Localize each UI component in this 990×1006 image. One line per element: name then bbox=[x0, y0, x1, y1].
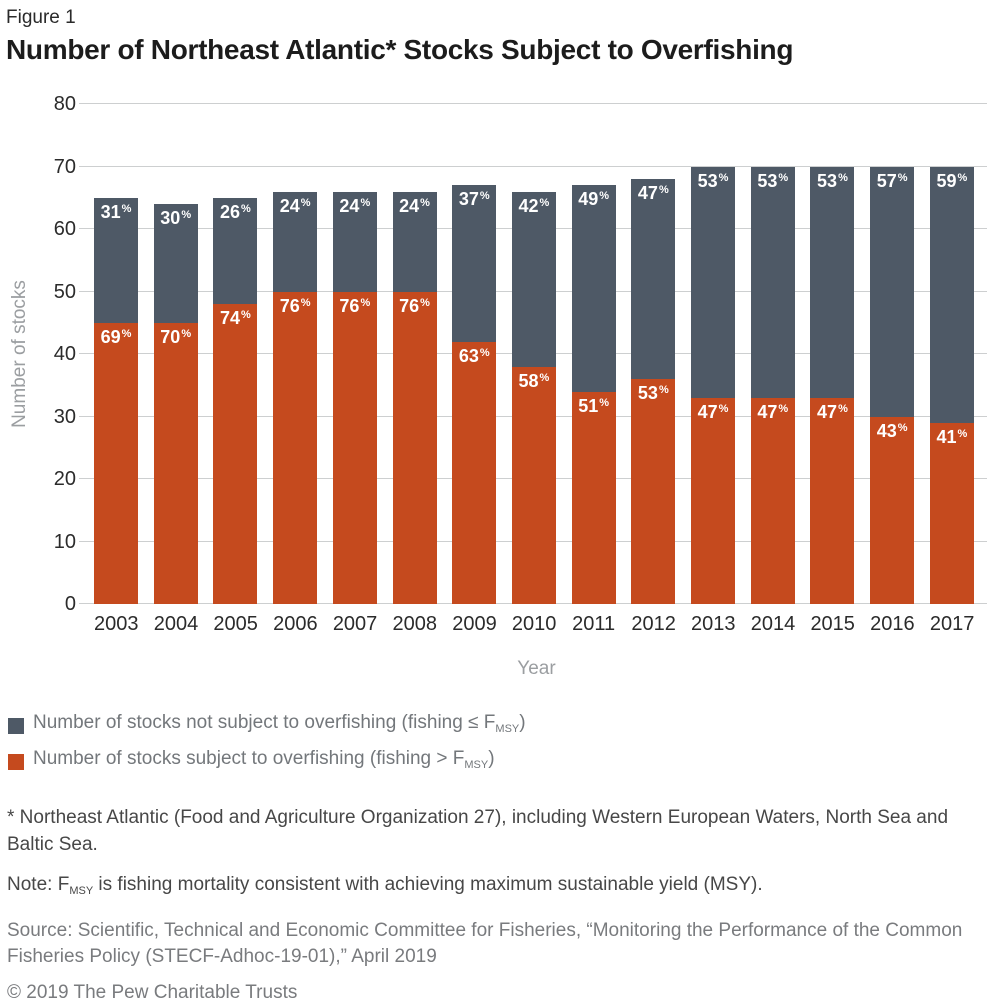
segment-percent-label: 24% bbox=[399, 195, 430, 216]
segment-not-overfishing bbox=[452, 185, 496, 341]
segment-overfishing bbox=[213, 304, 257, 604]
segment-percent-label: 53% bbox=[757, 170, 789, 191]
segment-overfishing bbox=[273, 292, 317, 605]
segment-not-overfishing bbox=[870, 167, 914, 417]
bar-2008 bbox=[393, 192, 437, 605]
x-tick-label: 2005 bbox=[213, 613, 258, 635]
segment-percent-label: 37% bbox=[458, 189, 490, 210]
bar-2011 bbox=[572, 185, 616, 604]
x-tick-label: 2014 bbox=[750, 613, 796, 635]
segment-percent-label: 76% bbox=[399, 295, 430, 316]
plot-area bbox=[86, 104, 987, 604]
segment-overfishing bbox=[154, 323, 198, 604]
segment-percent-label: 76% bbox=[279, 295, 311, 316]
x-tick-label: 2013 bbox=[691, 613, 736, 635]
segment-not-overfishing bbox=[572, 185, 616, 391]
legend-label: Number of stocks not subject to overfishing (fishing ≤ $F_{MSY}$) bbox=[33, 712, 526, 735]
segment-percent-label: 53% bbox=[637, 383, 669, 403]
segment-not-overfishing bbox=[393, 192, 437, 292]
segment-percent-label: 70% bbox=[160, 326, 192, 347]
bar-2016 bbox=[870, 167, 914, 605]
page-title: Number of Northeast Atlantic* Stocks Subject to Overfishing bbox=[6, 34, 794, 65]
x-tick-label: 2015 bbox=[810, 613, 855, 635]
copyright-line: © 2019 The Pew Charitable Trusts bbox=[7, 982, 298, 1003]
segment-percent-label: 59% bbox=[936, 170, 968, 191]
segment-not-overfishing bbox=[333, 192, 377, 292]
x-tick-label: 2012 bbox=[631, 613, 676, 635]
y-tick-label: 60 bbox=[53, 218, 76, 240]
asterisk-footnote: * Northeast Atlantic (Food and Agriculture Organization 27), including Western European Waters, North Sea and Baltic Sea. bbox=[7, 807, 949, 855]
segment-not-overfishing bbox=[512, 192, 556, 367]
x-axis-title: Year bbox=[517, 658, 556, 679]
stacked-bar-chart bbox=[6, 93, 981, 680]
segment-overfishing bbox=[333, 292, 377, 605]
y-tick-label: 50 bbox=[53, 280, 76, 303]
x-tick-label: 2010 bbox=[511, 613, 557, 635]
legend-item-not-overfishing bbox=[8, 712, 981, 740]
segment-overfishing bbox=[930, 423, 974, 604]
y-tick-label: 70 bbox=[53, 155, 76, 178]
segment-percent-label: 43% bbox=[876, 420, 908, 441]
bar-2007 bbox=[333, 192, 377, 605]
segment-percent-label: 47% bbox=[757, 401, 789, 422]
segment-percent-label: 51% bbox=[578, 395, 610, 416]
y-tick-label: 40 bbox=[53, 343, 76, 365]
x-tick-label: 2007 bbox=[332, 613, 378, 635]
plot-row bbox=[6, 93, 981, 615]
y-axis-title: Number of stocks bbox=[9, 280, 30, 428]
segment-percent-label: 24% bbox=[279, 195, 311, 216]
bar-2015 bbox=[810, 167, 854, 605]
y-tick-label: 80 bbox=[53, 93, 76, 115]
bar-2005 bbox=[213, 198, 257, 604]
legend-label: Number of stocks subject to overfishing (fishing > $F_{MSY}$) bbox=[33, 748, 495, 771]
segment-overfishing bbox=[691, 398, 735, 604]
segment-not-overfishing bbox=[154, 204, 198, 323]
segment-not-overfishing bbox=[273, 192, 317, 292]
segment-percent-label: 42% bbox=[518, 195, 550, 216]
y-tick-label: 20 bbox=[53, 468, 76, 490]
x-axis bbox=[86, 613, 987, 636]
segment-not-overfishing bbox=[930, 167, 974, 423]
segment-percent-label: 26% bbox=[220, 201, 251, 222]
bar-2017 bbox=[930, 167, 974, 605]
segment-percent-label: 31% bbox=[100, 201, 132, 222]
segment-overfishing bbox=[512, 367, 556, 605]
x-tick-label: 2004 bbox=[153, 613, 199, 635]
x-tick-label: 2011 bbox=[572, 613, 616, 635]
segment-overfishing bbox=[94, 323, 138, 604]
segment-percent-label: 47% bbox=[637, 183, 669, 203]
segment-percent-label: 49% bbox=[578, 189, 610, 210]
bars-layer bbox=[86, 104, 987, 604]
segment-percent-label: 58% bbox=[518, 370, 550, 391]
segment-overfishing bbox=[631, 379, 675, 604]
segment-percent-label: 76% bbox=[339, 295, 371, 316]
segment-percent-label: 24% bbox=[339, 195, 371, 216]
bar-2012 bbox=[631, 179, 675, 604]
y-axis bbox=[6, 93, 86, 615]
legend-item-overfishing bbox=[8, 748, 981, 776]
segment-overfishing bbox=[393, 292, 437, 605]
segment-percent-label: 47% bbox=[817, 401, 848, 422]
segment-not-overfishing bbox=[213, 198, 257, 304]
segment-not-overfishing bbox=[810, 167, 854, 398]
segment-percent-label: 53% bbox=[817, 170, 848, 191]
bar-2013 bbox=[691, 167, 735, 605]
segment-not-overfishing bbox=[631, 179, 675, 379]
segment-overfishing bbox=[751, 398, 795, 604]
y-tick-label: 10 bbox=[53, 530, 76, 553]
bar-2004 bbox=[154, 204, 198, 604]
segment-percent-label: 57% bbox=[876, 170, 908, 191]
segment-percent-label: 69% bbox=[100, 326, 132, 347]
segment-percent-label: 47% bbox=[697, 401, 729, 422]
bar-2010 bbox=[512, 192, 556, 605]
x-tick-label: 2003 bbox=[94, 613, 139, 635]
legend-swatch-overfishing-icon bbox=[8, 754, 24, 770]
segment-not-overfishing bbox=[751, 167, 795, 398]
x-tick-label: 2016 bbox=[870, 613, 915, 635]
segment-overfishing bbox=[810, 398, 854, 604]
bar-2014 bbox=[751, 167, 795, 605]
x-tick-label: 2006 bbox=[273, 613, 318, 635]
legend-swatch-not-overfishing-icon bbox=[8, 718, 24, 734]
x-tick-label: 2009 bbox=[452, 613, 497, 635]
segment-percent-label: 30% bbox=[160, 208, 192, 228]
segment-overfishing bbox=[572, 392, 616, 605]
segment-percent-label: 63% bbox=[458, 345, 490, 366]
y-tick-label: 0 bbox=[64, 593, 76, 615]
source-footnote: Source: Scientific, Technical and Economic Committee for Fisheries, “Monitoring the Performance of the Common Fisheries Policy (STECF-Adhoc-19-01),” April 2019 bbox=[7, 920, 963, 967]
note-footnote: Note: $F_{MSY}$ is fishing mortality consistent with achieving maximum sustainable yield (MSY). bbox=[7, 874, 763, 897]
segment-percent-label: 41% bbox=[936, 426, 968, 447]
segment-not-overfishing bbox=[94, 198, 138, 323]
x-tick-label: 2008 bbox=[392, 613, 438, 635]
y-tick-label: 30 bbox=[53, 405, 76, 428]
bar-2003 bbox=[94, 198, 138, 604]
x-tick-label: 2017 bbox=[929, 613, 975, 635]
bar-2006 bbox=[273, 192, 317, 605]
footnotes bbox=[6, 804, 981, 1006]
segment-percent-label: 74% bbox=[220, 308, 251, 328]
segment-overfishing bbox=[452, 342, 496, 605]
segment-overfishing bbox=[870, 417, 914, 605]
segment-percent-label: 53% bbox=[697, 170, 729, 191]
figure-label: Figure 1 bbox=[6, 7, 76, 28]
segment-not-overfishing bbox=[691, 167, 735, 398]
bar-2009 bbox=[452, 185, 496, 604]
legend bbox=[6, 712, 981, 776]
